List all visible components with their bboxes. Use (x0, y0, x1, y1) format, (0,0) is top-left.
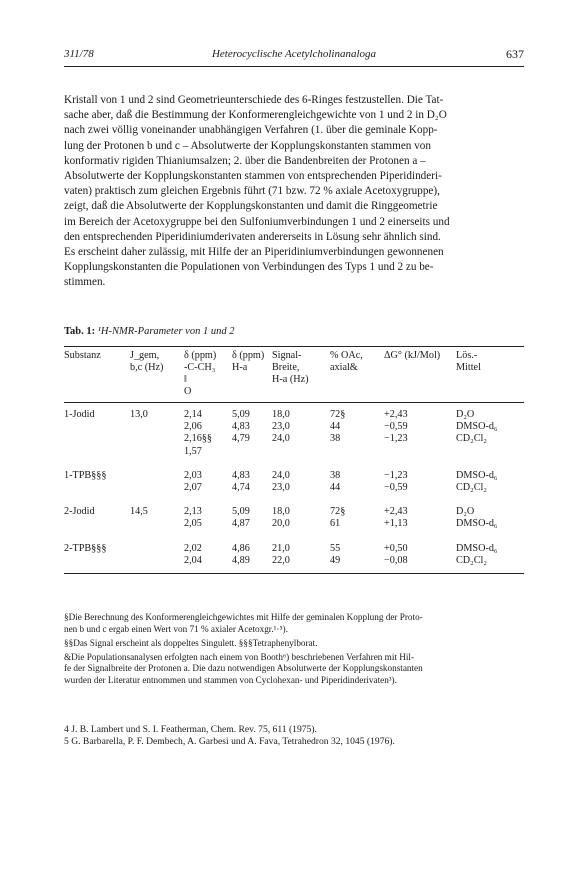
cell-jgem (130, 458, 184, 482)
running-title: Heterocyclische Acetylcholinanaloga (211, 48, 377, 60)
footnote-line: §Die Berechnung des Konformerengleichgewichtes mit Hilfe der geminalen Kopplung der Proto- (64, 612, 423, 622)
body-line: Absolutwerte der Kopplungskonstanten stammen von entsprechenden Piperidinderi- (64, 170, 442, 183)
cell-signal-width: 23,0 (272, 421, 290, 433)
reference-item: 5 G. Barbarella, P. F. Dembech, A. Garbesi und A. Fava, Tetrahedron 32, 1045 (1976). (64, 736, 395, 748)
cell-axial-percent: 72§ (330, 409, 346, 420)
column-header-line: O (184, 386, 192, 397)
cell-jgem (130, 482, 184, 494)
cell-delta-g: +1,13 (384, 518, 408, 530)
table-footnotes (64, 612, 524, 689)
cell-signal-width: 24,0 (272, 469, 290, 481)
cell-ha-shift: 4,86 (232, 542, 250, 554)
column-header-line: axial& (330, 362, 358, 373)
body-line: konformativ rigiden Thianiumsalzen; 2. über die Bandenbreiten der Protonen a – (64, 154, 426, 167)
cell-ha-shift: 4,83 (232, 469, 250, 481)
journal-issue: 311/78 (64, 48, 94, 60)
cell-solvent: DMSO-d₆ (456, 469, 498, 481)
column-header-ha-shift (232, 347, 272, 403)
cell-substance (64, 555, 130, 574)
cell-signal-width: 20,0 (272, 518, 290, 530)
cell-solvent: D₂O (456, 506, 475, 518)
cell-signal-width: 22,0 (272, 555, 330, 574)
table-caption (64, 326, 234, 337)
cell-substance: 2-TPB§§§ (64, 542, 107, 554)
column-header-line: % OAc, (330, 350, 363, 361)
column-header-line: b,c (Hz) (130, 362, 164, 373)
cell-substance: 1-Jodid (64, 409, 95, 420)
header-rule (64, 66, 524, 67)
cell-jgem (130, 433, 184, 445)
body-line: Kopplungskonstanten die Populationen von Verbindungen des Typs 1 und 2 zu be- (64, 261, 434, 274)
cell-acetyl-shift: 2,02 (184, 542, 202, 554)
cell-signal-width: 18,0 (272, 409, 290, 420)
cell-acetyl-shift: 2,07 (184, 482, 202, 494)
table-row (64, 531, 524, 555)
cell-axial-percent: 49 (330, 555, 384, 574)
cell-delta-g: −0,08 (384, 555, 456, 574)
column-header-line: ‖ (184, 374, 187, 385)
table-title: ¹H-NMR-Parameter von 1 und 2 (97, 326, 235, 337)
column-header-line: Lös.- (456, 350, 478, 361)
cell-acetyl-shift: 2,04 (184, 555, 232, 574)
cell-ha-shift: 4,87 (232, 518, 250, 530)
table-row (64, 421, 524, 433)
footnote-line: wurden der Literatur entnommen und stammen von Cyclohexan- und Piperidinderivaten³). (64, 674, 397, 685)
table-row (64, 555, 524, 574)
table-body (64, 403, 524, 574)
table-row (64, 446, 524, 458)
cell-acetyl-shift: 2,06 (184, 421, 202, 433)
column-header-signal-width (272, 347, 330, 403)
cell-delta-g: −1,23 (384, 469, 408, 481)
cell-substance (64, 482, 130, 494)
cell-solvent: DMSO-d₆ (456, 421, 498, 433)
table-header-row (64, 347, 524, 403)
cell-jgem (130, 518, 184, 530)
body-line: Es erscheint daher zulässig, mit Hilfe der an Piperidiniumverbindungen gewonnenen (64, 246, 444, 259)
cell-jgem (130, 446, 184, 458)
cell-solvent: CD₂Cl₂ (456, 555, 524, 574)
footnote-section (64, 652, 524, 687)
column-header-line: ΔG° (kJ/Mol) (384, 350, 441, 361)
body-line: den entsprechenden Piperidiniumderivaten andererseits in Lösung sehr ähnlich sind. (64, 230, 441, 243)
cell-solvent: DMSO-d₆ (456, 542, 498, 554)
column-header-axial-percent (330, 347, 384, 403)
page-number: 637 (506, 47, 524, 61)
cell-axial-percent: 55 (330, 542, 341, 554)
body-line: Kristall von 1 und 2 sind Geometrieunterschiede des 6-Ringes festzustellen. Die Tat- (64, 94, 444, 106)
column-header-line: δ (ppm) (232, 350, 265, 361)
cell-delta-g: −0,59 (384, 482, 408, 494)
table-row (64, 403, 524, 422)
cell-substance (64, 421, 130, 433)
column-header-line: J_gem, (130, 350, 160, 361)
footnote-section (64, 612, 524, 635)
column-header-line: Signal- (272, 350, 302, 361)
column-header-line: Substanz (64, 350, 101, 361)
column-header-solvent (456, 347, 524, 403)
cell-solvent: D₂O (456, 409, 475, 420)
body-line: lung der Protonen b und c – Absolutwerte der Kopplungskonstanten stammen von (64, 139, 431, 152)
column-header-line: δ (ppm) (184, 350, 217, 361)
cell-ha-shift: 5,09 (232, 506, 250, 518)
column-header-line: H-a (232, 362, 248, 373)
cell-signal-width (272, 446, 330, 458)
body-paragraph (64, 93, 524, 291)
column-header-line: Mittel (456, 362, 481, 373)
column-header-line: Breite, (272, 362, 300, 373)
cell-ha-shift: 4,83 (232, 421, 250, 433)
cell-jgem: 14,5 (130, 506, 148, 518)
column-header-line: H-a (Hz) (272, 374, 309, 385)
body-line: nach zwei völlig voneinander unabhängigen Verfahren (1. über die geminale Kopp- (64, 124, 438, 137)
cell-signal-width: 18,0 (272, 506, 290, 518)
footnote-line: fe der Signalbreite der Protonen a. Die dazu notwendigen Absolutwerte der Kopplungskonstanten (64, 663, 423, 674)
cell-delta-g: +0,50 (384, 542, 408, 554)
table-row (64, 494, 524, 518)
cell-ha-shift: 5,09 (232, 409, 250, 420)
cell-solvent: CD₂Cl₂ (456, 433, 487, 445)
cell-ha-shift: 4,74 (232, 482, 250, 494)
footnote-line: nen b und c ergab einen Wert von 71 % axialer Acetoxgr.¹·⁵). (64, 623, 289, 634)
cell-acetyl-shift: 2,05 (184, 518, 202, 530)
cell-jgem (130, 531, 184, 555)
body-line: stimmen. (64, 276, 106, 289)
cell-ha-shift (232, 446, 272, 458)
cell-delta-g (384, 446, 456, 458)
column-header-jgem (130, 347, 184, 403)
cell-axial-percent: 61 (330, 518, 341, 530)
cell-axial-percent (330, 446, 384, 458)
cell-axial-percent: 38 (330, 433, 341, 445)
cell-acetyl-shift: 2,14 (184, 409, 202, 420)
cell-solvent: DMSO-d₆ (456, 518, 498, 530)
cell-delta-g: +2,43 (384, 506, 408, 518)
cell-delta-g: −1,23 (384, 433, 408, 445)
cell-substance (64, 433, 130, 445)
footnote-section (64, 638, 524, 650)
cell-jgem: 13,0 (130, 409, 148, 420)
cell-solvent (456, 446, 524, 458)
cell-signal-width: 24,0 (272, 433, 290, 445)
cell-delta-g: +2,43 (384, 409, 408, 420)
cell-delta-g: −0,59 (384, 421, 408, 433)
body-line: vaten) praktisch zum gleichen Ergebnis führt (71 bzw. 72 % axiale Acetoxygruppe), (64, 185, 440, 198)
body-line: zeigt, daß die Absolutwerte der Kopplungskonstanten und damit die Ringgeometrie (64, 200, 438, 213)
cell-axial-percent: 44 (330, 482, 341, 494)
cell-substance (64, 446, 130, 458)
cell-acetyl-shift: 1,57 (184, 445, 202, 457)
reference-item: 4 J. B. Lambert und S. I. Featherman, Chem. Rev. 75, 611 (1975). (64, 724, 317, 735)
column-header-line: -C-CH₃ (184, 362, 216, 373)
cell-ha-shift: 4,79 (232, 433, 250, 445)
body-line: im Bereich der Acetoxygruppe bei den Sulfoniumverbindungen 1 und 2 einerseits und (64, 215, 450, 228)
cell-signal-width: 21,0 (272, 542, 290, 554)
cell-axial-percent: 72§ (330, 506, 346, 518)
column-header-acetyl-shift (184, 347, 232, 403)
cell-substance: 2-Jodid (64, 506, 95, 518)
cell-substance (64, 518, 130, 530)
column-header-delta-g (384, 347, 456, 403)
nmr-table (64, 346, 524, 574)
table-row (64, 482, 524, 494)
cell-axial-percent: 38 (330, 469, 341, 481)
cell-acetyl-shift: 2,16§§ (184, 433, 213, 445)
cell-ha-shift: 4,89 (232, 555, 272, 574)
cell-jgem (130, 421, 184, 433)
cell-acetyl-shift: 2,13 (184, 506, 202, 518)
cell-jgem (130, 555, 184, 574)
cell-signal-width: 23,0 (272, 482, 290, 494)
footnote-line: §§Das Signal erscheint als doppeltes Singulett. §§§Tetraphenylborat. (64, 637, 318, 648)
column-header-substance (64, 347, 130, 403)
cell-solvent: CD₂Cl₂ (456, 482, 487, 494)
footnote-line: &Die Populationsanalysen erfolgten nach einem von Booth⁶) beschriebenen Verfahren mit Hil- (64, 651, 415, 662)
table-row (64, 458, 524, 482)
table-label: Tab. 1: (64, 326, 96, 337)
table-row (64, 518, 524, 530)
table-row (64, 433, 524, 445)
cell-axial-percent: 44 (330, 421, 341, 433)
cell-acetyl-shift: 2,03 (184, 469, 202, 481)
cell-substance: 1-TPB§§§ (64, 469, 107, 481)
reference-list (64, 724, 524, 749)
body-line: sache aber, daß die Bestimmung der Konformerengleichgewichte von 1 und 2 in D₂O (64, 109, 447, 122)
